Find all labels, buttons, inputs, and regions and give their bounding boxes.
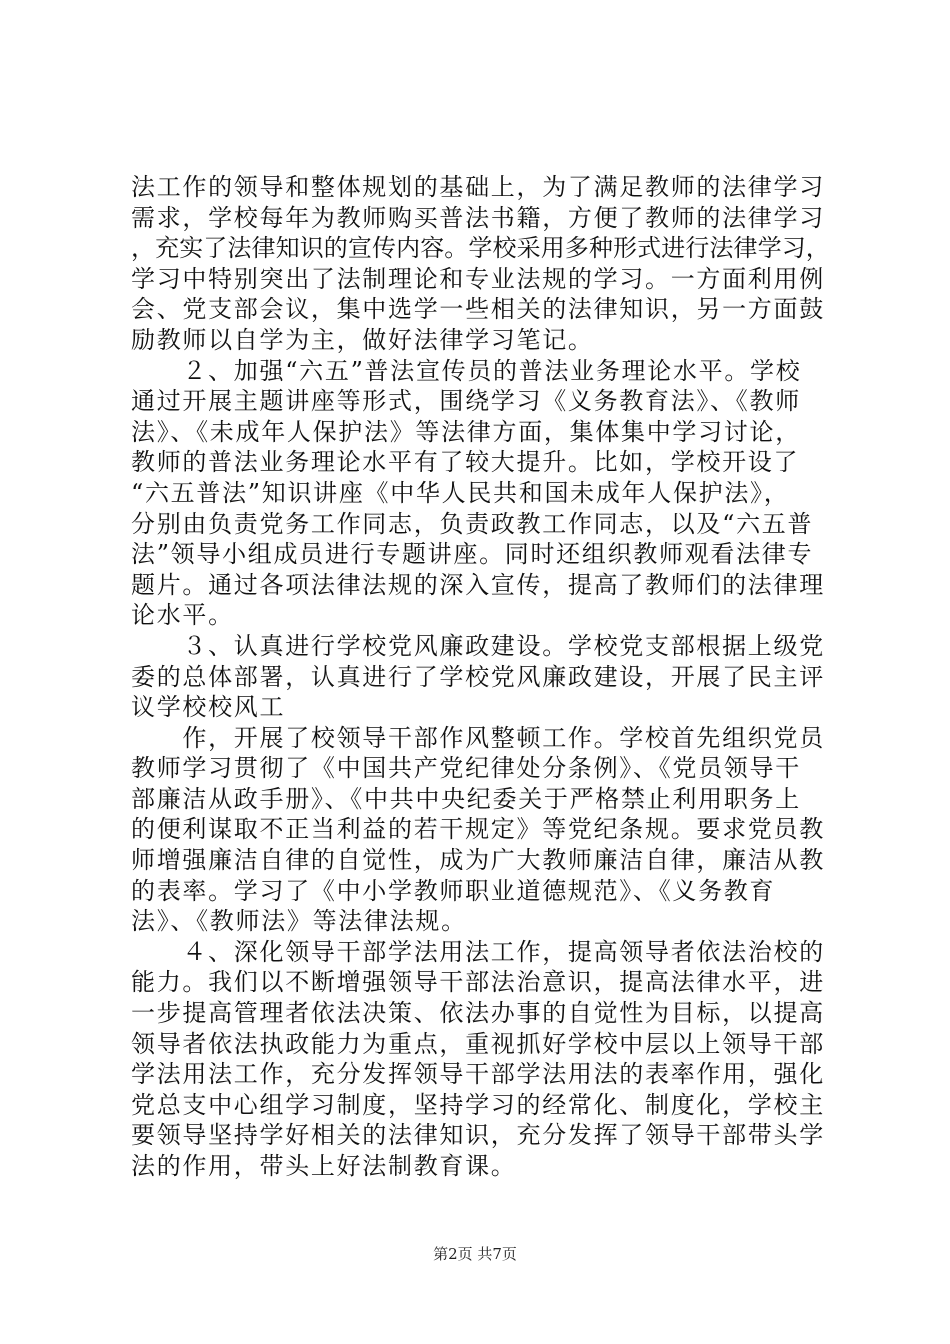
text-line: 分别由负责党务工作同志，负责政教工作同志，以及“六五普 xyxy=(131,509,814,538)
body-text xyxy=(131,172,831,1182)
text-line: 法的作用，带头上好法制教育课。 xyxy=(131,1152,517,1180)
text-line: 议学校校风工 xyxy=(131,693,286,722)
text-line: 能力。我们以不断增强领导干部法治意识，提高法律水平，进 xyxy=(131,968,825,997)
text-line: 教师学习贯彻了《中国共产党纪律处分条例》、《党员领导干 xyxy=(131,754,801,783)
text-line: ４、深化领导干部学法用法工作，提高领导者依法治校的 xyxy=(131,937,825,966)
text-line: 党总支中心组学习制度，坚持学习的经常化、制度化，学校主 xyxy=(131,1090,825,1119)
text-line: 教师的普法业务理论水平有了较大提升。比如，学校开设了 xyxy=(131,448,800,477)
text-line: 需求，学校每年为教师购买普法书籍，方便了教师的法律学习 xyxy=(131,203,825,232)
text-line: 法工作的领导和整体规划的基础上，为了满足教师的法律学习 xyxy=(131,173,825,201)
text-line: 作，开展了校领导干部作风整顿工作。学校首先组织党员 xyxy=(131,723,825,752)
text-line: 的表率。学习了《中小学教师职业道德规范》、《义务教育 xyxy=(131,876,776,905)
page-footer: 第2页 共7页 xyxy=(433,1245,517,1263)
text-line: 学法用法工作，充分发挥领导干部学法用法的表率作用，强化 xyxy=(131,1060,825,1089)
text-line: 领导者依法执政能力为重点，重视抓好学校中层以上领导干部 xyxy=(131,1029,825,1058)
text-line: 师增强廉洁自律的自觉性，成为广大教师廉洁自律，廉洁从教 xyxy=(131,846,825,875)
text-line: 委的总体部署，认真进行了学校党风廉政建设，开展了民主评 xyxy=(131,662,825,691)
text-line: 励教师以自学为主，做好法律学习笔记。 xyxy=(131,325,594,354)
text-line: 法”领导小组成员进行专题讲座。同时还组织教师观看法律专 xyxy=(131,540,814,569)
text-line: ３、认真进行学校党风廉政建设。学校党支部根据上级党 xyxy=(131,631,825,660)
text-line: 会、党支部会议，集中选学一些相关的法律知识，另一方面鼓 xyxy=(131,295,825,324)
text-line: 的便利谋取不正当利益的若干规定》等党纪条规。要求党员教 xyxy=(131,815,825,844)
text-line: 法》、《未成年人保护法》等法律方面，集体集中学习讨论， xyxy=(131,417,801,446)
text-line: 法》、《教师法》等法律法规。 xyxy=(131,907,467,936)
text-line: 部廉洁从政手册》、《中共中央纪委关于严格禁止利用职务上 xyxy=(131,784,801,813)
text-line: “六五普法”知识讲座《中华人民共和国未成年人保护法》， xyxy=(131,478,790,507)
text-line: 论水平。 xyxy=(131,601,234,630)
text-line: 要领导坚持学好相关的法律知识，充分发挥了领导干部带头学 xyxy=(131,1121,825,1150)
text-line: ，充实了法律知识的宣传内容。学校采用多种形式进行法律学习， xyxy=(131,234,830,263)
text-line: 一步提高管理者依法决策、依法办事的自觉性为目标，以提高 xyxy=(131,999,825,1028)
text-line: 学习中特别突出了法制理论和专业法规的学习。一方面利用例 xyxy=(131,264,825,293)
text-line: 题片。通过各项法律法规的深入宣传，提高了教师们的法律理 xyxy=(131,570,825,599)
text-line: ２、加强“六五”普法宣传员的普法业务理论水平。学校 xyxy=(131,356,802,385)
text-line: 通过开展主题讲座等形式，围绕学习《义务教育法》、《教师 xyxy=(131,387,801,416)
